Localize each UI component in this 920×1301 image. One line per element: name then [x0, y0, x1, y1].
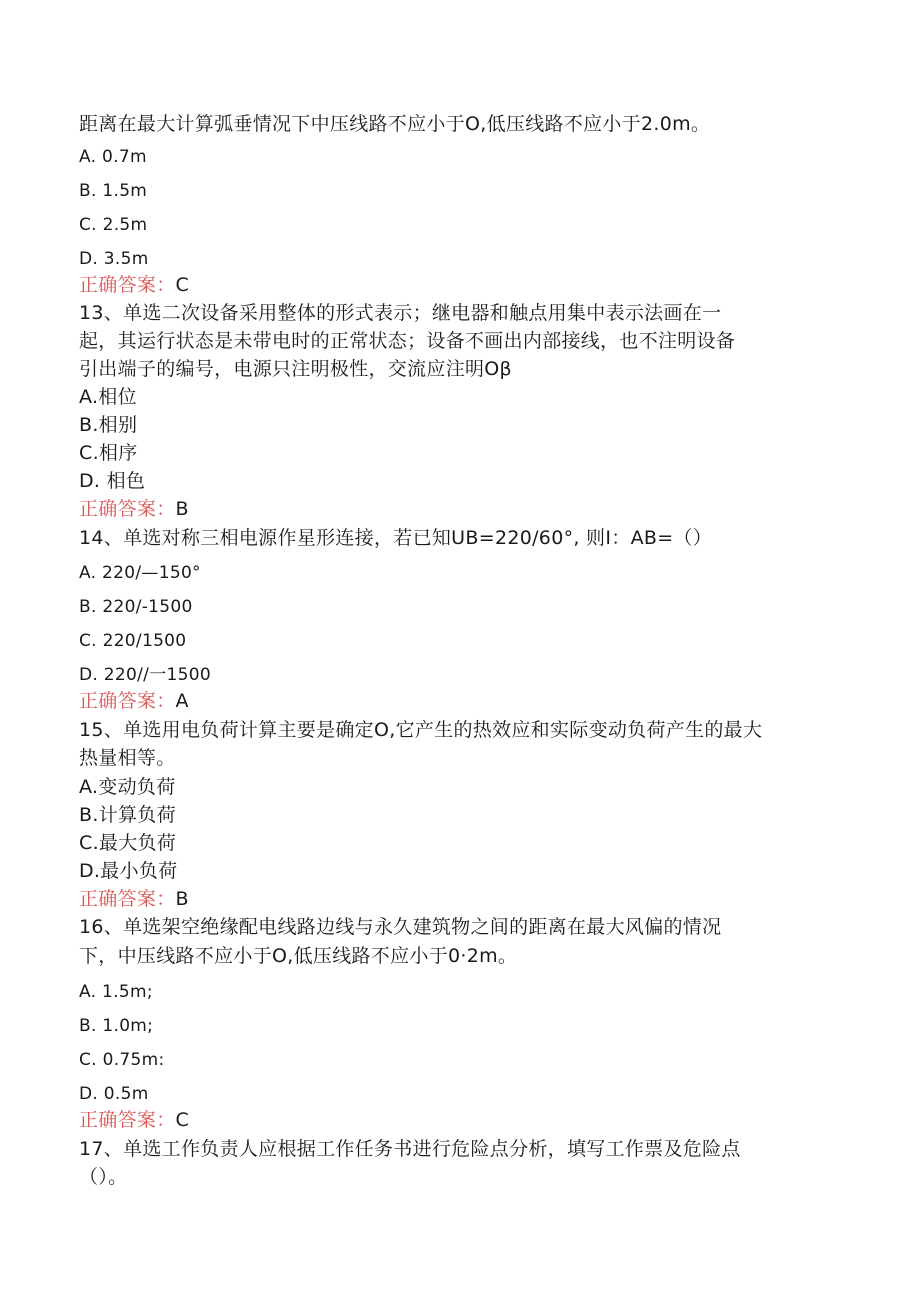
- question-16-text: 下，中压线路不应小于O,低压线路不应小于0·2m。: [79, 945, 518, 967]
- question-15-text: 15、单选用电负荷计算主要是确定O,它产生的热效应和实际变动负荷产生的最大: [79, 719, 763, 741]
- option-d: D.最小负荷: [79, 860, 178, 882]
- option-b: B. 220/-1500: [79, 597, 193, 617]
- question-16-text: 16、单选架空绝缘配电线路边线与永久建筑物之间的距离在最大风偏的情况: [79, 916, 722, 938]
- option-a: A. 1.5m;: [79, 982, 153, 1002]
- option-d: D. 相色: [79, 470, 146, 492]
- correct-answer: [79, 689, 189, 713]
- correct-answer: [79, 1108, 189, 1132]
- option-a: A. 0.7m: [79, 147, 147, 167]
- option-c: C. 0.75m:: [79, 1050, 165, 1070]
- answer-value: B: [175, 498, 189, 520]
- answer-label: 正确答案：: [79, 274, 176, 296]
- option-d: D. 220//一1500: [79, 665, 211, 685]
- question-text: 距离在最大计算弧垂情况下中压线路不应小于O,低压线路不应小于2.0m。: [79, 113, 711, 135]
- question-13-text: 起，其运行状态是未带电时的正常状态；设备不画出内部接线，也不注明设备: [79, 330, 736, 352]
- question-17-text: 17、单选工作负责人应根据工作任务书进行危险点分析，填写工作票及危险点: [79, 1138, 741, 1160]
- correct-answer: [79, 887, 189, 911]
- option-c: C. 220/1500: [79, 631, 187, 651]
- option-b: B.相别: [79, 414, 138, 436]
- option-c: C.相序: [79, 442, 138, 464]
- question-17-text: （）。: [79, 1166, 128, 1188]
- answer-label: 正确答案：: [79, 1109, 176, 1131]
- option-c: C.最大负荷: [79, 832, 177, 854]
- answer-value: C: [175, 274, 190, 296]
- correct-answer: [79, 497, 189, 521]
- question-15-text: 热量相等。: [79, 747, 176, 769]
- option-b: B. 1.5m: [79, 181, 148, 201]
- option-a: A.变动负荷: [79, 776, 176, 798]
- option-b: B. 1.0m;: [79, 1016, 154, 1036]
- answer-value: C: [175, 1109, 190, 1131]
- option-b: B.计算负荷: [79, 804, 176, 826]
- option-a: A. 220/—150°: [79, 563, 201, 583]
- correct-answer: [79, 273, 189, 297]
- option-c: C. 2.5m: [79, 215, 148, 235]
- answer-value: A: [175, 690, 189, 712]
- question-14-text: 14、单选对称三相电源作星形连接，若已知UB=220/60°, 则I：AB=（）: [79, 527, 713, 549]
- question-13-text: 引出端子的编号，电源只注明极性，交流应注明Oβ: [79, 358, 512, 380]
- option-a: A.相位: [79, 386, 137, 408]
- answer-label: 正确答案：: [79, 888, 176, 910]
- answer-value: B: [175, 888, 189, 910]
- answer-label: 正确答案：: [79, 690, 176, 712]
- answer-label: 正确答案：: [79, 498, 176, 520]
- option-d: D. 3.5m: [79, 249, 149, 269]
- question-13-text: 13、单选二次设备采用整体的形式表示；继电器和触点用集中表示法画在一: [79, 302, 722, 324]
- option-d: D. 0.5m: [79, 1084, 149, 1104]
